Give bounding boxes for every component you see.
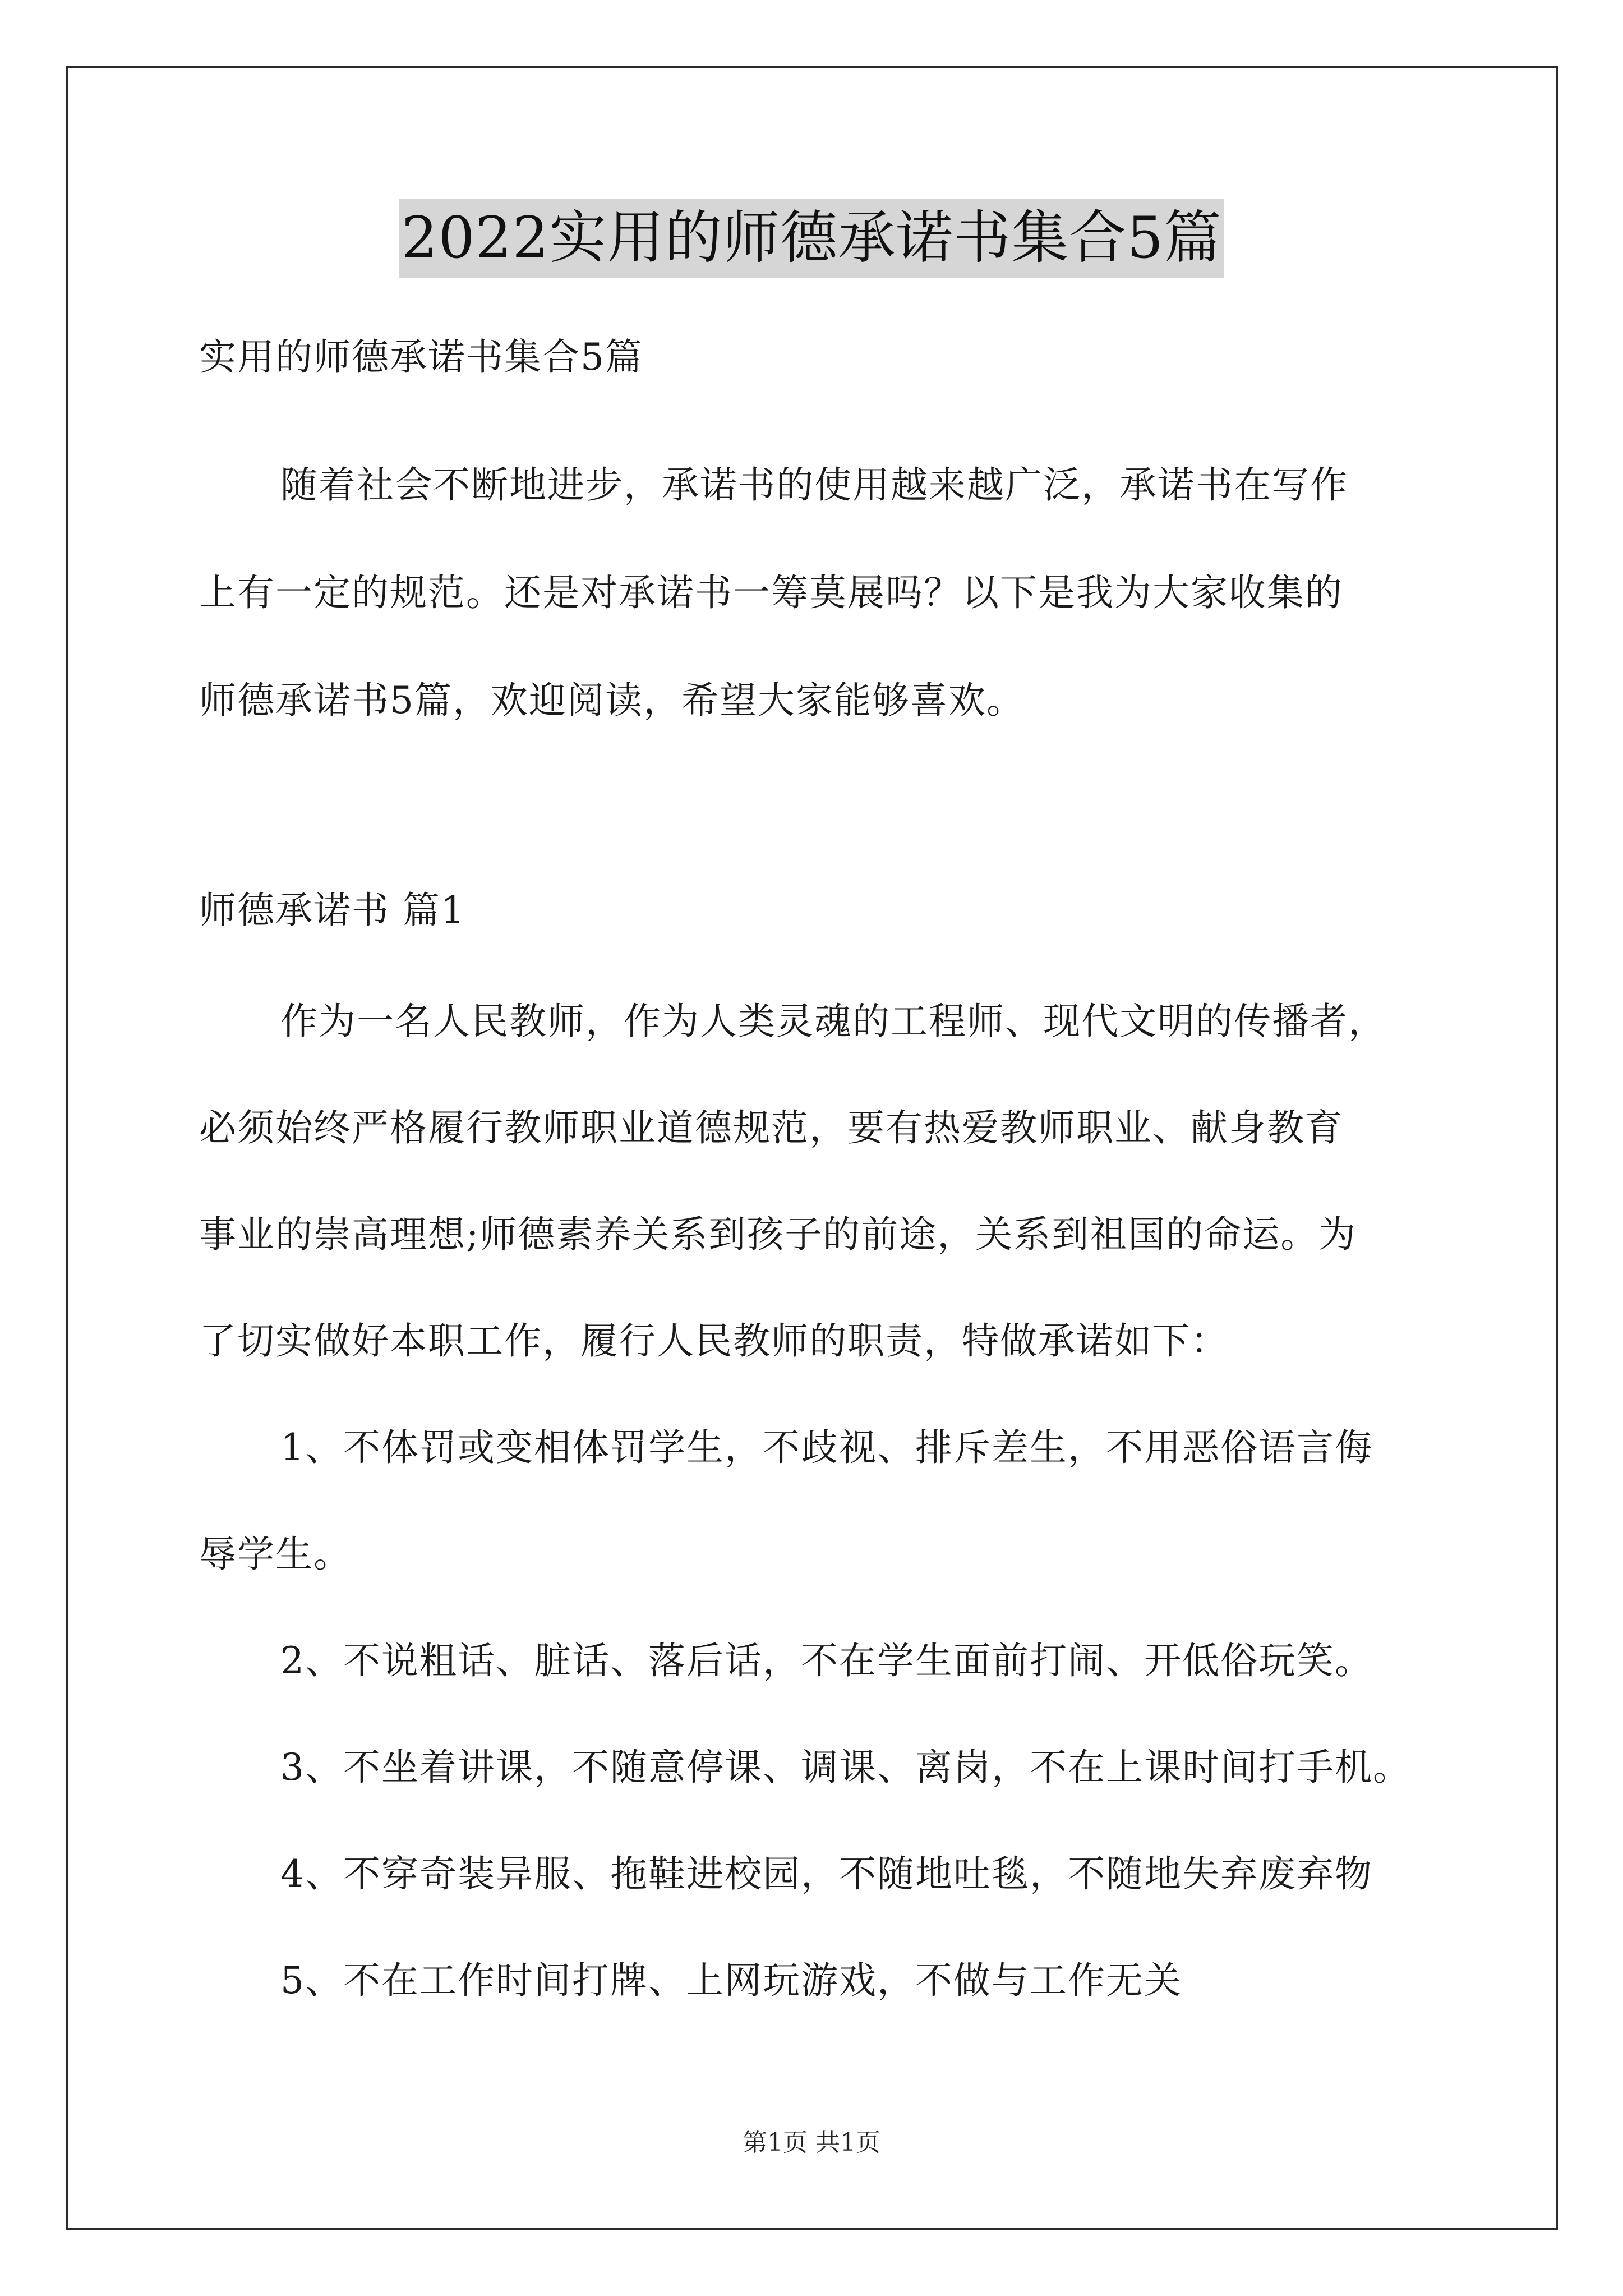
intro-line-3: 师德承诺书5篇，欢迎阅读，希望大家能够喜欢。 — [199, 679, 1025, 722]
item-1-line-1: 1、不体罚或变相体罚学生，不歧视、排斥差生，不用恶俗语言侮 — [280, 1426, 1373, 1469]
item-2: 2、不说粗话、脏话、落后话，不在学生面前打闹、开低俗玩笑。 — [280, 1639, 1373, 1682]
item-5: 5、不在工作时间打牌、上网玩游戏，不做与工作无关 — [280, 1959, 1182, 2002]
item-3: 3、不坐着讲课，不随意停课、调课、离岗，不在上课时间打手机。 — [280, 1746, 1411, 1789]
page-footer: 第1页 共1页 — [743, 2128, 880, 2157]
paragraph-line-1: 作为一名人民教师，作为人类灵魂的工程师、现代文明的传播者， — [280, 1000, 1386, 1043]
paragraph-line-4: 了切实做好本职工作，履行人民教师的职责，特做承诺如下： — [199, 1319, 1229, 1363]
item-1-line-2: 辱学生。 — [199, 1533, 352, 1576]
subtitle-line: 实用的师德承诺书集合5篇 — [199, 335, 643, 379]
paragraph-line-2: 必须始终严格履行教师职业道德规范，要有热爱教师职业、献身教育 — [199, 1106, 1343, 1149]
paragraph-line-3: 事业的崇高理想;师德素养关系到孩子的前途，关系到祖国的命运。为 — [199, 1213, 1357, 1256]
item-4: 4、不穿奇装异服、拖鞋进校园，不随地吐毯，不随地失弃废弃物 — [280, 1852, 1373, 1895]
document-title: 2022实用的师德承诺书集合5篇 — [399, 199, 1224, 278]
intro-line-2: 上有一定的规范。还是对承诺书一筹莫展吗？以下是我为大家收集的 — [199, 571, 1343, 614]
section-heading: 师德承诺书 篇1 — [199, 889, 465, 932]
title-container — [0, 199, 1623, 278]
intro-line-1: 随着社会不断地进步，承诺书的使用越来越广泛，承诺书在写作 — [280, 463, 1348, 507]
